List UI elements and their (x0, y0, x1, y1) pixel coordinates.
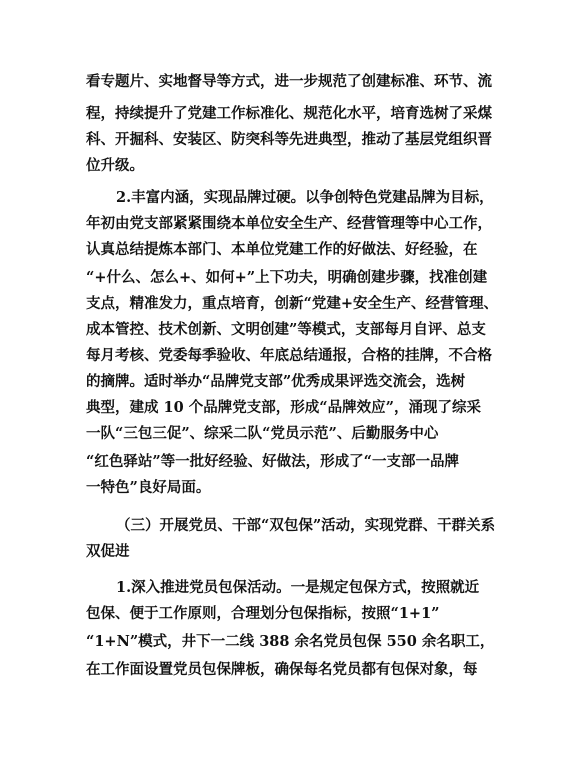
paragraph-line: “+什么、怎么+、如何+”上下功夫，明确创建步骤，找准创建 (86, 269, 488, 286)
paragraph-line: 成本管控、技术创新、文明创建”等模式，支部每月自评、总支 (86, 321, 486, 338)
section-heading-line: （三）开展党员、干部“双包保”活动，实现党群、干群关系 (116, 517, 496, 534)
section-heading-line: 2.丰富内涵，实现品牌过硬。以争创特色党建品牌为目标， (116, 189, 494, 206)
paragraph-line: 程，持续提升了党建工作标准化、规范化水平，培育选树了采煤 (86, 105, 492, 122)
paragraph-line: 包保、便于工作原则，合理划分包保指标，按照“1+1” (86, 605, 440, 622)
paragraph-line: 认真总结提炼本部门、本单位党建工作的好做法、好经验，在 (86, 241, 478, 258)
section-heading-line: 1.深入推进党员包保活动。一是规定包保方式，按照就近 (116, 579, 480, 596)
paragraph-line: “红色驿站”等一批好经验、好做法，形成了“一支部一品牌 (86, 453, 460, 470)
paragraph-line: 的摘牌。适时举办“品牌党支部”优秀成果评选交流会，选树 (86, 373, 466, 390)
paragraph-line: “1+N”模式，井下一二线 388 余名党员包保 550 余名职工， (86, 633, 495, 650)
paragraph-line: 位升级。 (86, 157, 144, 174)
paragraph-line: 每月考核、党委每季验收、年底总结通报，合格的挂牌，不合格 (86, 347, 492, 364)
paragraph-line: 年初由党支部紧紧围绕本单位安全生产、经营管理等中心工作， (86, 215, 492, 232)
paragraph-line: 一特色”良好局面。 (86, 479, 211, 496)
section-heading-line: 双促进 (86, 543, 130, 560)
paragraph-line: 在工作面设置党员包保牌板，确保每名党员都有包保对象，每 (86, 661, 478, 678)
paragraph-line: 支点，精准发力，重点培育，创新“党建+安全生产、经营管理、 (86, 295, 498, 312)
paragraph-line: 一队“三包三促”、综采二队“党员示范”、后勤服务中心 (86, 425, 439, 442)
paragraph-line: 典型，建成 10 个品牌党支部，形成“品牌效应”，涌现了综采 (86, 399, 481, 416)
paragraph-line: 科、开掘科、安装区、防突科等先进典型，推动了基层党组织晋 (86, 131, 492, 148)
paragraph-line: 看专题片、实地督导等方式，进一步规范了创建标准、环节、流 (86, 73, 492, 90)
